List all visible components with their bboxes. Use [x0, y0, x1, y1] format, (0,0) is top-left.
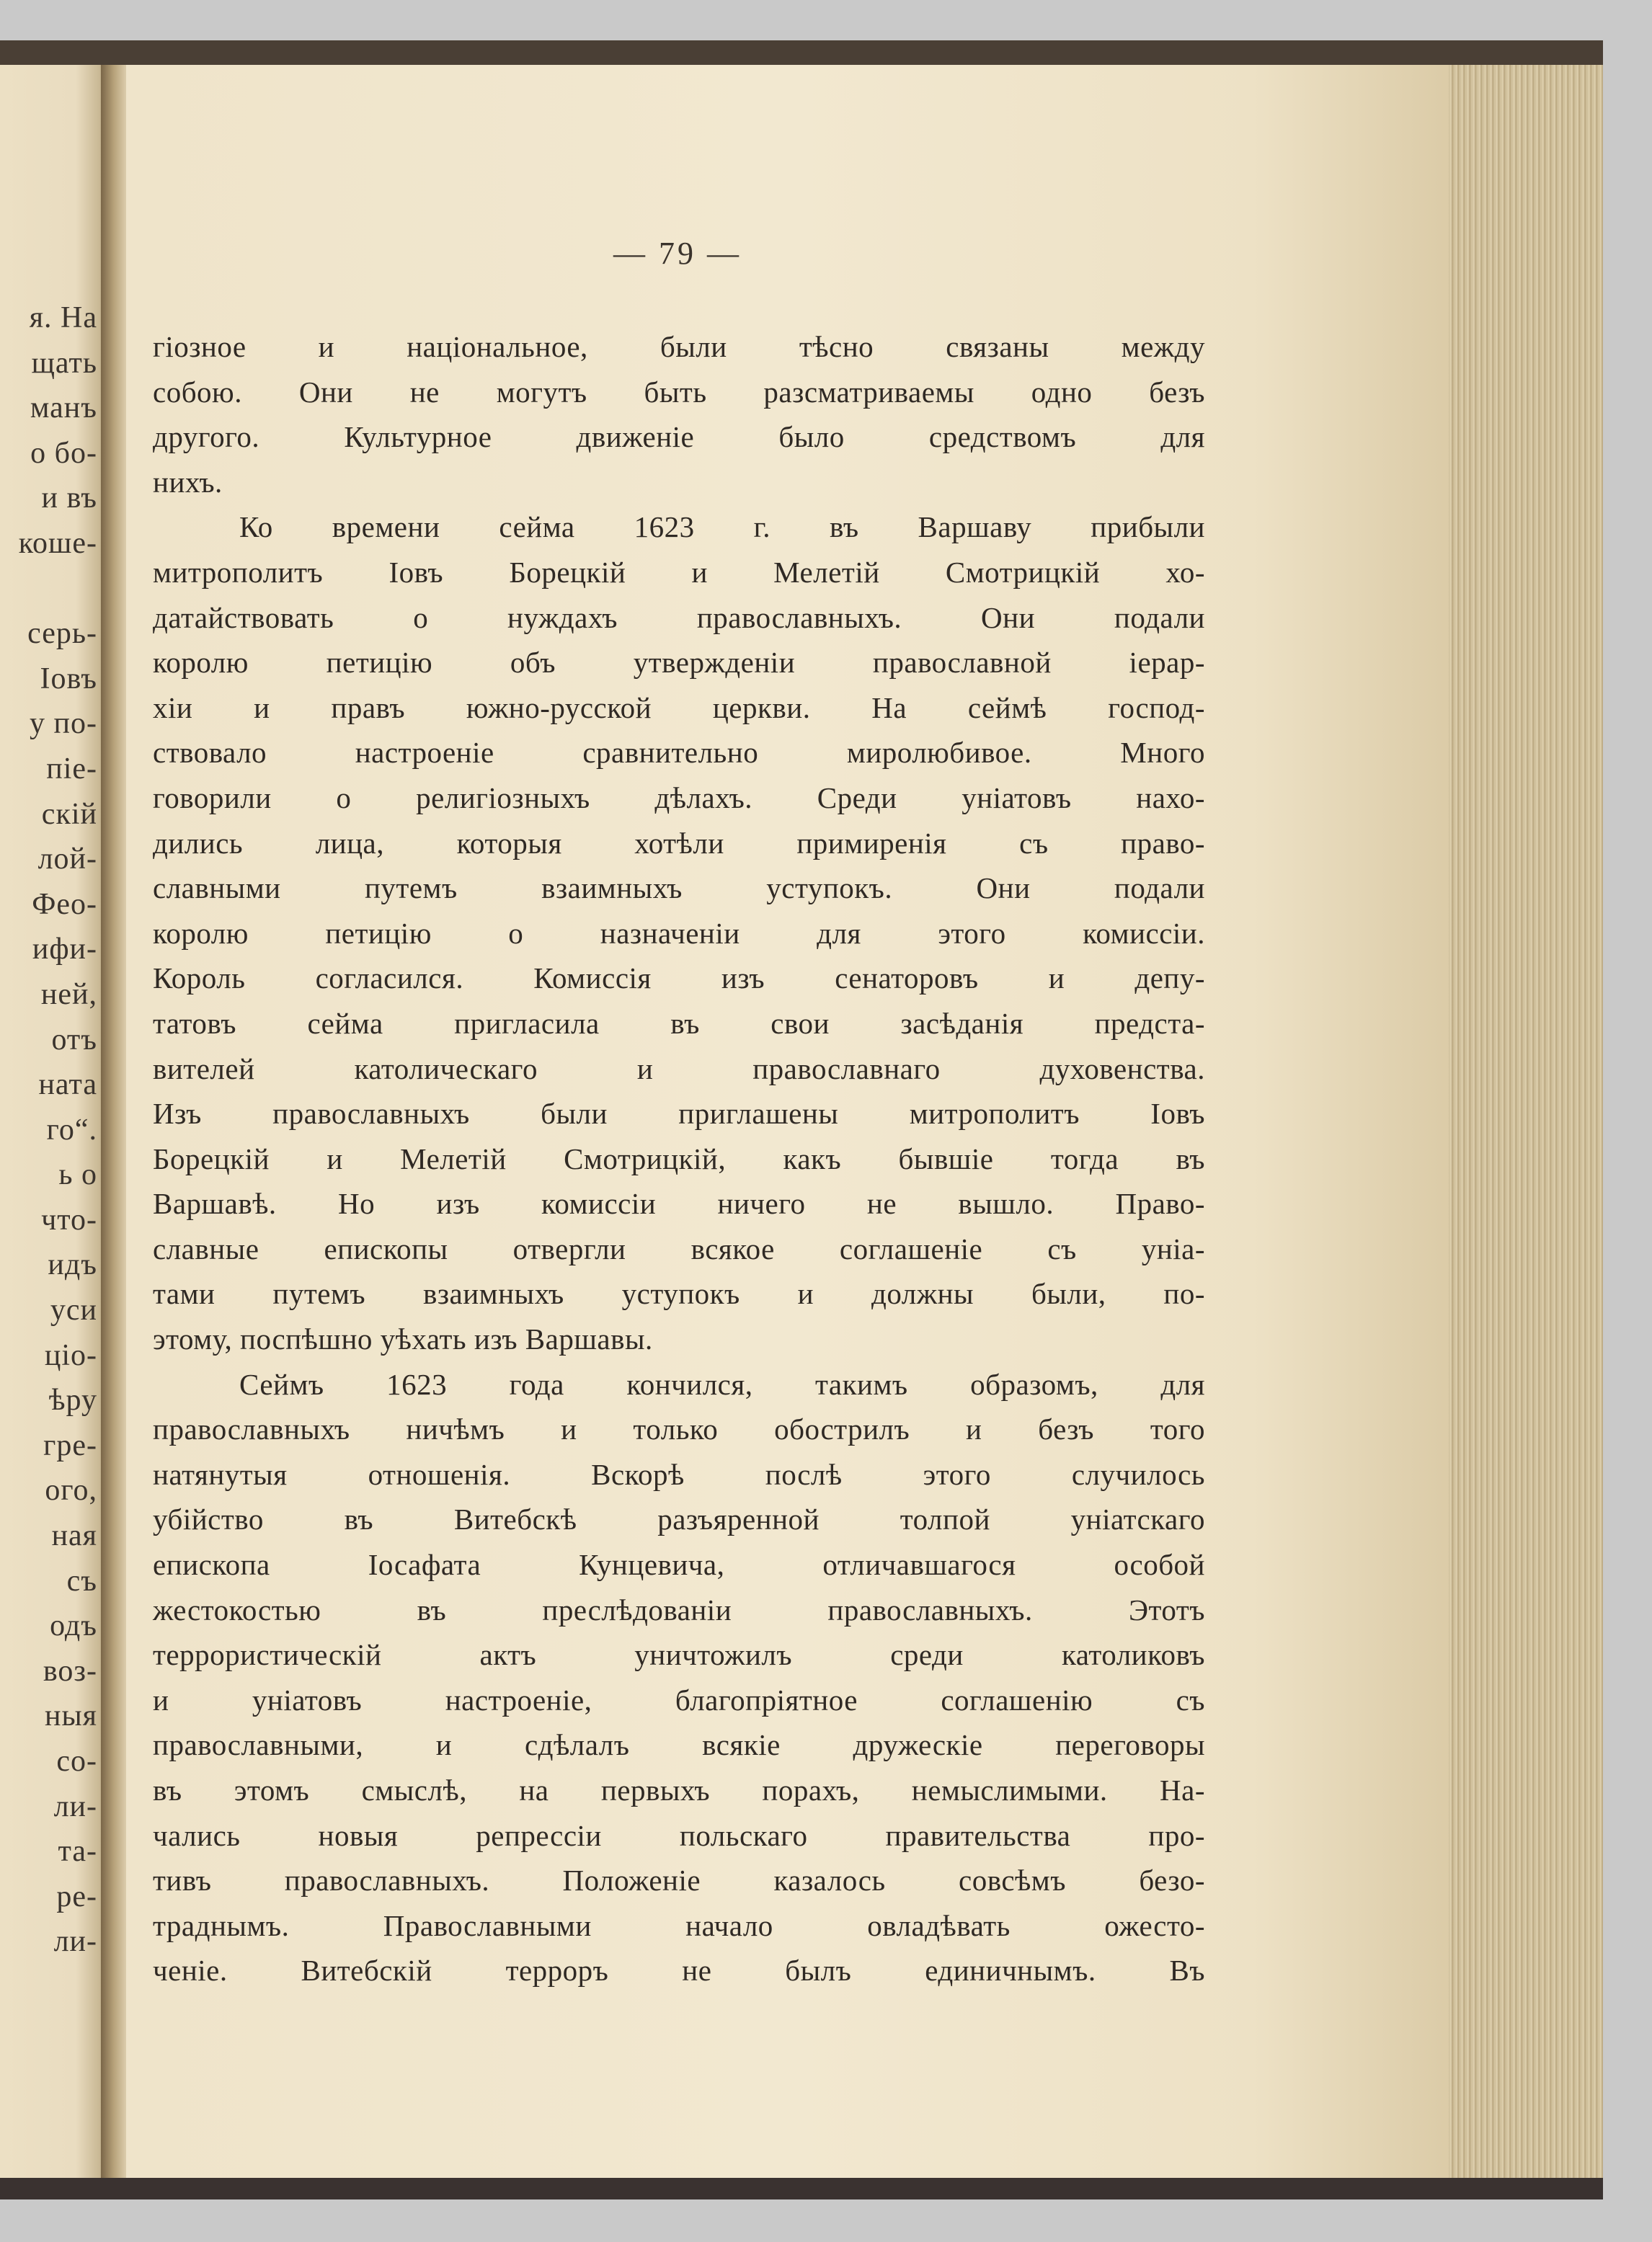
left-page-line: коше-: [18, 526, 97, 560]
scan-top-edge: [0, 40, 1603, 65]
left-page-line: серь-: [27, 617, 97, 651]
text-line: другого. Культурное движеніе было средствомъ для: [153, 420, 1205, 454]
text-line: убійство въ Витебскѣ разъяренной толпой уніатскаго: [153, 1503, 1205, 1536]
text-line: датайствовать о нуждахъ православныхъ. Они подали: [153, 600, 1205, 634]
text-line: Варшавѣ. Но изъ комиссіи ничего не вышло. Право-: [153, 1187, 1205, 1221]
left-page-line: идъ: [48, 1248, 97, 1282]
scan-bottom-edge: [0, 2178, 1603, 2199]
text-line: траднымъ. Православными начало овладѣвать ожесто-: [153, 1908, 1205, 1942]
text-line: славными путемъ взаимныхъ уступокъ. Они подали: [153, 871, 1205, 905]
text-line: говорили о религіозныхъ дѣлахъ. Среди уніатовъ нахо-: [153, 780, 1205, 814]
left-page-line: ней,: [40, 977, 97, 1011]
text-line: ствовало настроеніе сравнительно миролюбивое. Много: [153, 736, 1205, 770]
left-page-line: [0, 566, 97, 612]
text-line: Король согласился. Комиссія изъ сенаторовъ и депу-: [153, 961, 1205, 995]
left-page-line: я. На: [29, 301, 97, 334]
left-page-line: Фео-: [32, 887, 97, 921]
left-page-line: уси: [50, 1294, 97, 1327]
left-page-line: Іовъ: [40, 662, 97, 695]
left-page-line: со-: [56, 1745, 97, 1778]
left-page-line: ныя: [44, 1699, 97, 1733]
left-page-line: скій: [41, 797, 97, 831]
text-line: дились лица, которыя хотѣли примиренія съ право-: [153, 826, 1205, 860]
left-page-line: и въ: [41, 481, 97, 515]
text-line: митрополитъ Іовъ Борецкій и Мелетій Смотрицкій хо-: [153, 555, 1205, 589]
text-line: православными, и сдѣлалъ всякіе дружескіе переговоры: [153, 1728, 1205, 1762]
left-page-line: у по-: [30, 707, 97, 741]
body-text: [153, 324, 1205, 1993]
text-line: славные епископы отвергли всякое соглашеніе съ уніа-: [153, 1232, 1205, 1265]
text-line: хіи и правъ южно-русской церкви. На сеймѣ господ-: [153, 690, 1205, 724]
text-line: королю петицію о назначеніи для этого комиссіи.: [153, 916, 1205, 950]
text-line: въ этомъ смыслѣ, на первыхъ порахъ, немыслимыми. На-: [153, 1774, 1205, 1807]
left-page-line: ната: [38, 1068, 97, 1102]
text-line: епископа Іосафата Кунцевича, отличавшагося особой: [153, 1548, 1205, 1582]
text-line: жестокостью въ преслѣдованіи православныхъ. Этотъ: [153, 1593, 1205, 1627]
left-page-line: воз-: [43, 1654, 97, 1688]
text-line: Изъ православныхъ были приглашены митрополитъ Іовъ: [153, 1097, 1205, 1131]
left-page-text: [0, 295, 97, 1965]
left-page-line: одъ: [50, 1609, 97, 1643]
page-number: — 79 —: [613, 236, 742, 271]
text-line: тами путемъ взаимныхъ уступокъ и должны были, по-: [153, 1277, 1205, 1311]
text-line: этому, поспѣшно уѣхать изъ Варшавы.: [153, 1322, 653, 1356]
text-line: собою. Они не могутъ быть разсматриваемы одно безъ: [153, 375, 1205, 409]
text-line: чались новыя репрессіи польскаго правительства про-: [153, 1818, 1205, 1852]
text-line: и уніатовъ настроеніе, благопріятное соглашенію съ: [153, 1683, 1205, 1717]
text-line: тивъ православныхъ. Положеніе казалось совсѣмъ безо-: [153, 1864, 1205, 1898]
left-page-line: ли-: [53, 1925, 97, 1959]
text-line: натянутыя отношенія. Вскорѣ послѣ этого случилось: [153, 1457, 1205, 1491]
text-line: татовъ сейма пригласила въ свои засѣданія предста-: [153, 1006, 1205, 1040]
text-line: Ко времени сейма 1623 г. въ Варшаву прибыли: [239, 510, 1205, 544]
left-page-line: го“.: [46, 1113, 97, 1147]
text-line: Сеймъ 1623 года кончился, такимъ образомъ, для: [239, 1367, 1205, 1401]
text-line: православныхъ ничѣмъ и только обострилъ и безъ того: [153, 1413, 1205, 1446]
left-page-line: отъ: [51, 1023, 97, 1057]
left-page-line: щать: [31, 346, 97, 380]
text-line: террористическій актъ уничтожилъ среди католиковъ: [153, 1638, 1205, 1672]
book-scan: [0, 40, 1603, 2199]
book-gutter: [101, 65, 130, 2178]
left-page-line: ифи-: [32, 933, 97, 966]
left-page-line: ціо-: [44, 1338, 97, 1372]
text-line: Борецкій и Мелетій Смотрицкій, какъ бывшіе тогда въ: [153, 1142, 1205, 1175]
left-page: [0, 65, 108, 2178]
left-page-line: ная: [51, 1519, 97, 1553]
left-page-line: ь о: [58, 1158, 97, 1192]
text-line: ченіе. Витебскій терроръ не былъ единичнымъ. Въ: [153, 1954, 1205, 1988]
left-page-line: ого,: [45, 1474, 97, 1508]
left-page-line: піе-: [46, 752, 97, 786]
left-page-line: о бо-: [30, 436, 97, 470]
left-page-line: ре-: [56, 1880, 97, 1913]
text-line: гіозное и національное, были тѣсно связаны между: [153, 330, 1205, 363]
left-page-line: съ: [66, 1564, 97, 1598]
left-page-line: ли-: [53, 1789, 97, 1823]
left-page-line: что-: [41, 1203, 97, 1237]
text-line: вителей католическаго и православнаго духовенства.: [153, 1051, 1205, 1085]
left-page-line: гре-: [43, 1428, 97, 1462]
page-edges: [1449, 65, 1603, 2178]
left-page-line: та-: [58, 1835, 97, 1869]
left-page-line: ѣру: [48, 1384, 97, 1418]
text-line: королю петицію объ утвержденіи православной іерар-: [153, 646, 1205, 680]
left-page-line: манъ: [30, 391, 97, 425]
text-line: нихъ.: [153, 465, 223, 499]
left-page-line: лой-: [37, 842, 97, 876]
